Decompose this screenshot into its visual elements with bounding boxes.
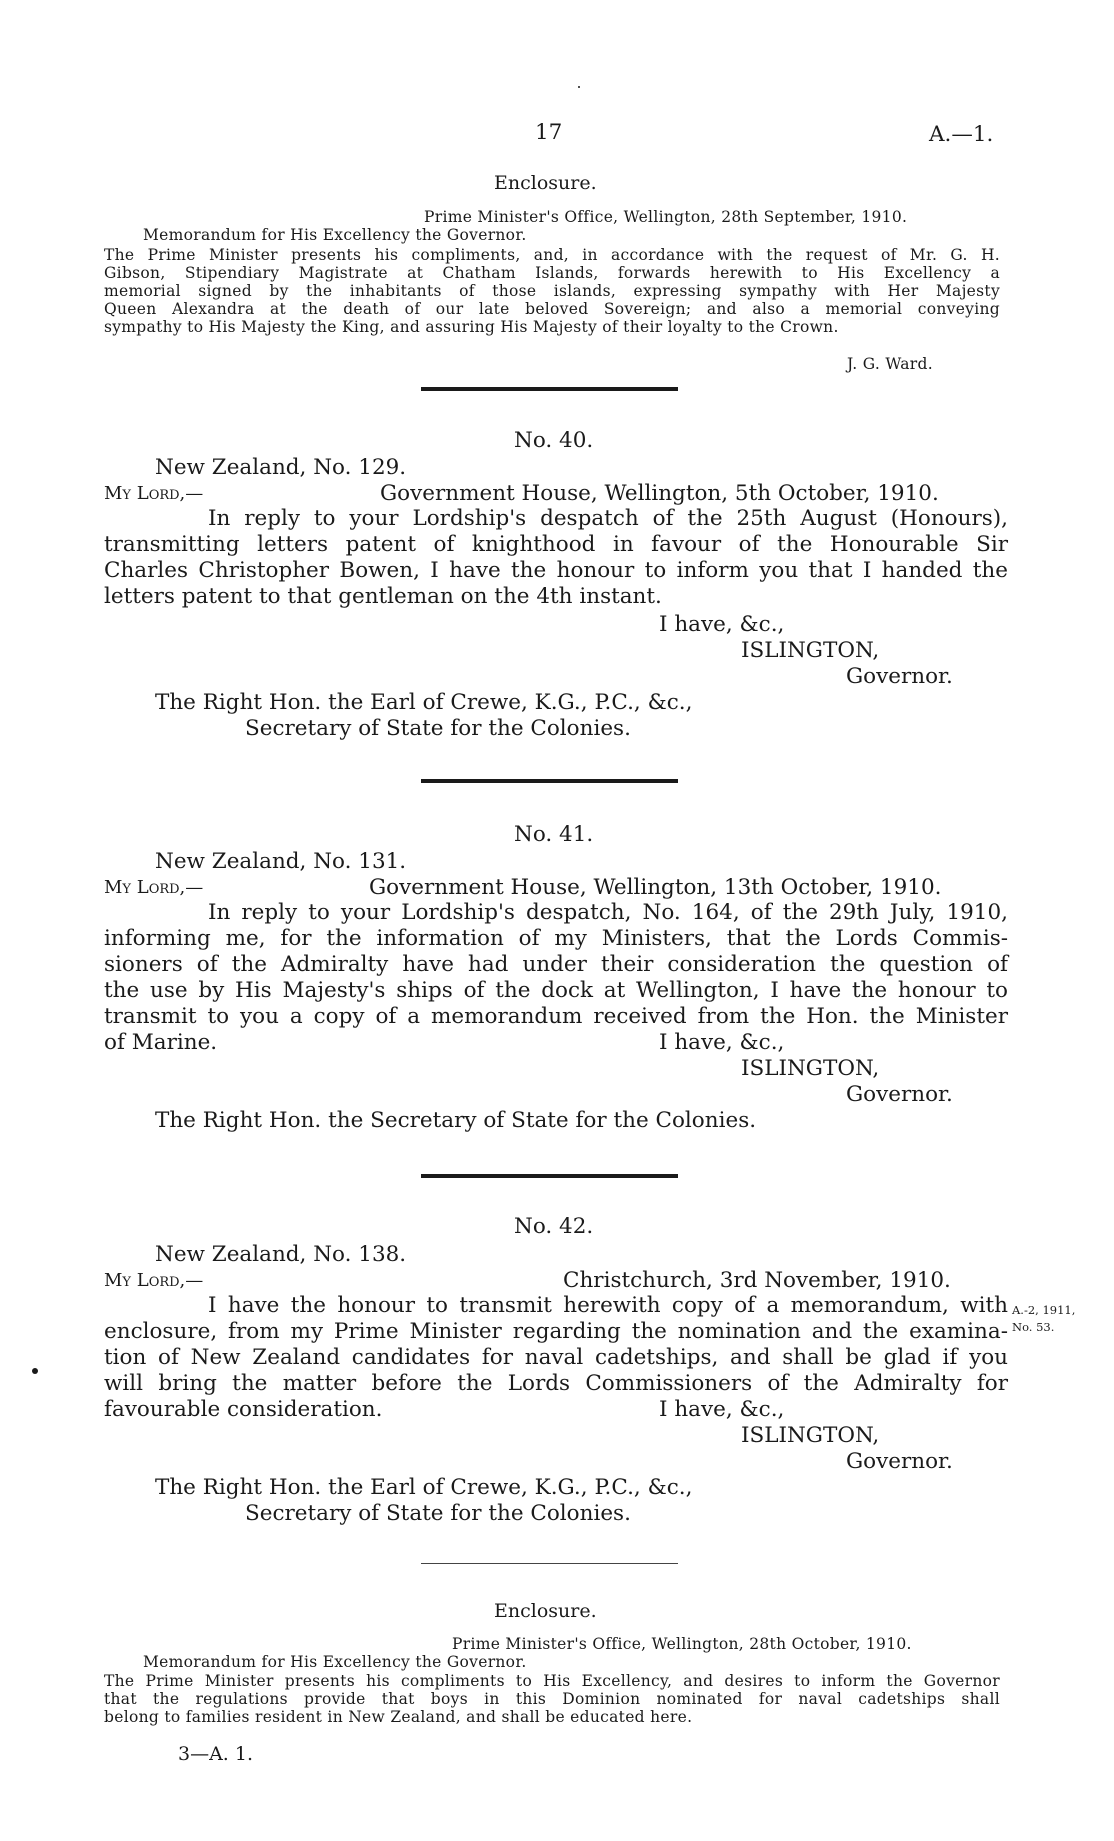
- despatch-42-governor-title: Governor.: [846, 1449, 953, 1474]
- despatch-42-line: will bring the matter before the Lords Commissioners of the Admiralty for: [104, 1371, 1008, 1396]
- scan-speck: [32, 1368, 38, 1374]
- section-divider: [421, 387, 678, 391]
- despatch-40-salutation: My Lord,—: [104, 483, 204, 504]
- despatch-42-last-line: favourable consideration.: [104, 1397, 383, 1422]
- enclosure-2-memo-to: Memorandum for His Excellency the Governor.: [143, 1653, 527, 1671]
- enclosure-1-signature: J. G. Ward.: [847, 355, 933, 373]
- section-divider: [421, 1174, 678, 1178]
- enclosure-1-title: Enclosure.: [494, 172, 597, 194]
- despatch-41-line: In reply to your Lordship's despatch, No. 164, of the 29th July, 1910,: [208, 900, 1008, 925]
- enclosure-2-from-line: Prime Minister's Office, Wellington, 28th October, 1910.: [452, 1635, 912, 1653]
- despatch-40-body: [104, 506, 1008, 610]
- despatch-42-addressee-title: Secretary of State for the Colonies.: [245, 1501, 631, 1526]
- signature-mark: 3—A. 1.: [178, 1743, 254, 1765]
- document-reference: A.—1.: [929, 122, 994, 147]
- scan-speck: [578, 86, 580, 88]
- despatch-42-line: enclosure, from my Prime Minister regarding the nomination and the examina-: [104, 1319, 1008, 1344]
- despatch-40-line: transmitting letters patent of knighthood in favour of the Honourable Sir: [104, 532, 1008, 557]
- page-number: 17: [535, 120, 563, 145]
- enclosure-2-title: Enclosure.: [494, 1600, 597, 1622]
- despatch-40-ref: New Zealand, No. 129.: [155, 455, 407, 480]
- despatch-42-signer: ISLINGTON,: [741, 1423, 880, 1448]
- enclosure-1-body: [104, 246, 1000, 336]
- section-divider-thin: [421, 1563, 678, 1564]
- despatch-40-addressee: The Right Hon. the Earl of Crewe, K.G., P.C., &c.,: [155, 690, 693, 715]
- margin-note-reference: A.-2, 1911,: [1012, 1303, 1076, 1317]
- enclosure-2-line: belong to families resident in New Zealand, and shall be educated here.: [104, 1708, 693, 1726]
- despatch-42-body: [104, 1293, 1008, 1397]
- despatch-41-ref: New Zealand, No. 131.: [155, 849, 407, 874]
- despatch-42-heading: No. 42.: [514, 1214, 594, 1239]
- despatch-41-salutation: My Lord,—: [104, 877, 204, 898]
- despatch-41-closing: I have, &c.,: [659, 1030, 785, 1055]
- despatch-41-addressee: The Right Hon. the Secretary of State for the Colonies.: [155, 1108, 757, 1133]
- despatch-41-body: [104, 900, 1008, 1030]
- despatch-41-heading: No. 41.: [514, 822, 594, 847]
- despatch-41-address: Government House, Wellington, 13th October, 1910.: [369, 875, 942, 900]
- despatch-41-governor-title: Governor.: [846, 1082, 953, 1107]
- margin-note-number: No. 53.: [1012, 1320, 1055, 1334]
- despatch-42-address: Christchurch, 3rd November, 1910.: [563, 1268, 951, 1293]
- despatch-40-governor-title: Governor.: [846, 664, 953, 689]
- despatch-41-line: the use by His Majesty's ships of the dock at Wellington, I have the honour to: [104, 978, 1008, 1003]
- despatch-40-closing: I have, &c.,: [659, 612, 785, 637]
- despatch-40-address: Government House, Wellington, 5th October, 1910.: [380, 481, 939, 506]
- enclosure-2-line: that the regulations provide that boys in this Dominion nominated for naval cadetships shall: [104, 1690, 1000, 1708]
- despatch-41-signer: ISLINGTON,: [741, 1056, 880, 1081]
- despatch-40-heading: No. 40.: [514, 428, 594, 453]
- despatch-42-line: tion of New Zealand candidates for naval cadetships, and shall be glad if you: [104, 1345, 1008, 1370]
- despatch-42-salutation: My Lord,—: [104, 1270, 204, 1291]
- enclosure-1-line: sympathy to His Majesty the King, and assuring His Majesty of their loyalty to the Crown.: [104, 318, 839, 336]
- enclosure-2-line: The Prime Minister presents his compliments to His Excellency, and desires to inform the Governor: [104, 1672, 1000, 1690]
- despatch-40-signer: ISLINGTON,: [741, 638, 880, 663]
- despatch-40-line: letters patent to that gentleman on the 4th instant.: [104, 584, 662, 609]
- despatch-42-addressee: The Right Hon. the Earl of Crewe, K.G., P.C., &c.,: [155, 1475, 693, 1500]
- enclosure-1-from-line: Prime Minister's Office, Wellington, 28th September, 1910.: [424, 208, 908, 226]
- despatch-41-line: transmit to you a copy of a memorandum received from the Hon. the Minister: [104, 1004, 1008, 1029]
- enclosure-1-line: Gibson, Stipendiary Magistrate at Chatham Islands, forwards herewith to His Excellency a: [104, 264, 1000, 282]
- despatch-42-closing: I have, &c.,: [659, 1397, 785, 1422]
- section-divider: [421, 779, 678, 783]
- enclosure-1-line: The Prime Minister presents his compliments, and, in accordance with the request of Mr. G. H.: [104, 246, 1000, 264]
- despatch-42-line: I have the honour to transmit herewith copy of a memorandum, with: [208, 1293, 1008, 1318]
- despatch-41-last-line: of Marine.: [104, 1030, 218, 1055]
- enclosure-2-body: [104, 1672, 1000, 1726]
- despatch-40-line: In reply to your Lordship's despatch of the 25th August (Honours),: [208, 506, 1008, 531]
- enclosure-1-line: memorial signed by the inhabitants of those islands, expressing sympathy with Her Majesty: [104, 282, 1000, 300]
- enclosure-1-memo-to: Memorandum for His Excellency the Governor.: [143, 226, 527, 244]
- despatch-41-line: informing me, for the information of my Ministers, that the Lords Commis-: [104, 926, 1008, 951]
- despatch-41-line: sioners of the Admiralty have had under their consideration the question of: [104, 952, 1008, 977]
- enclosure-1-line: Queen Alexandra at the death of our late beloved Sovereign; and also a memorial conveying: [104, 300, 1000, 318]
- despatch-40-line: Charles Christopher Bowen, I have the honour to inform you that I handed the: [104, 558, 1008, 583]
- despatch-42-ref: New Zealand, No. 138.: [155, 1242, 407, 1267]
- despatch-40-addressee-title: Secretary of State for the Colonies.: [245, 716, 631, 741]
